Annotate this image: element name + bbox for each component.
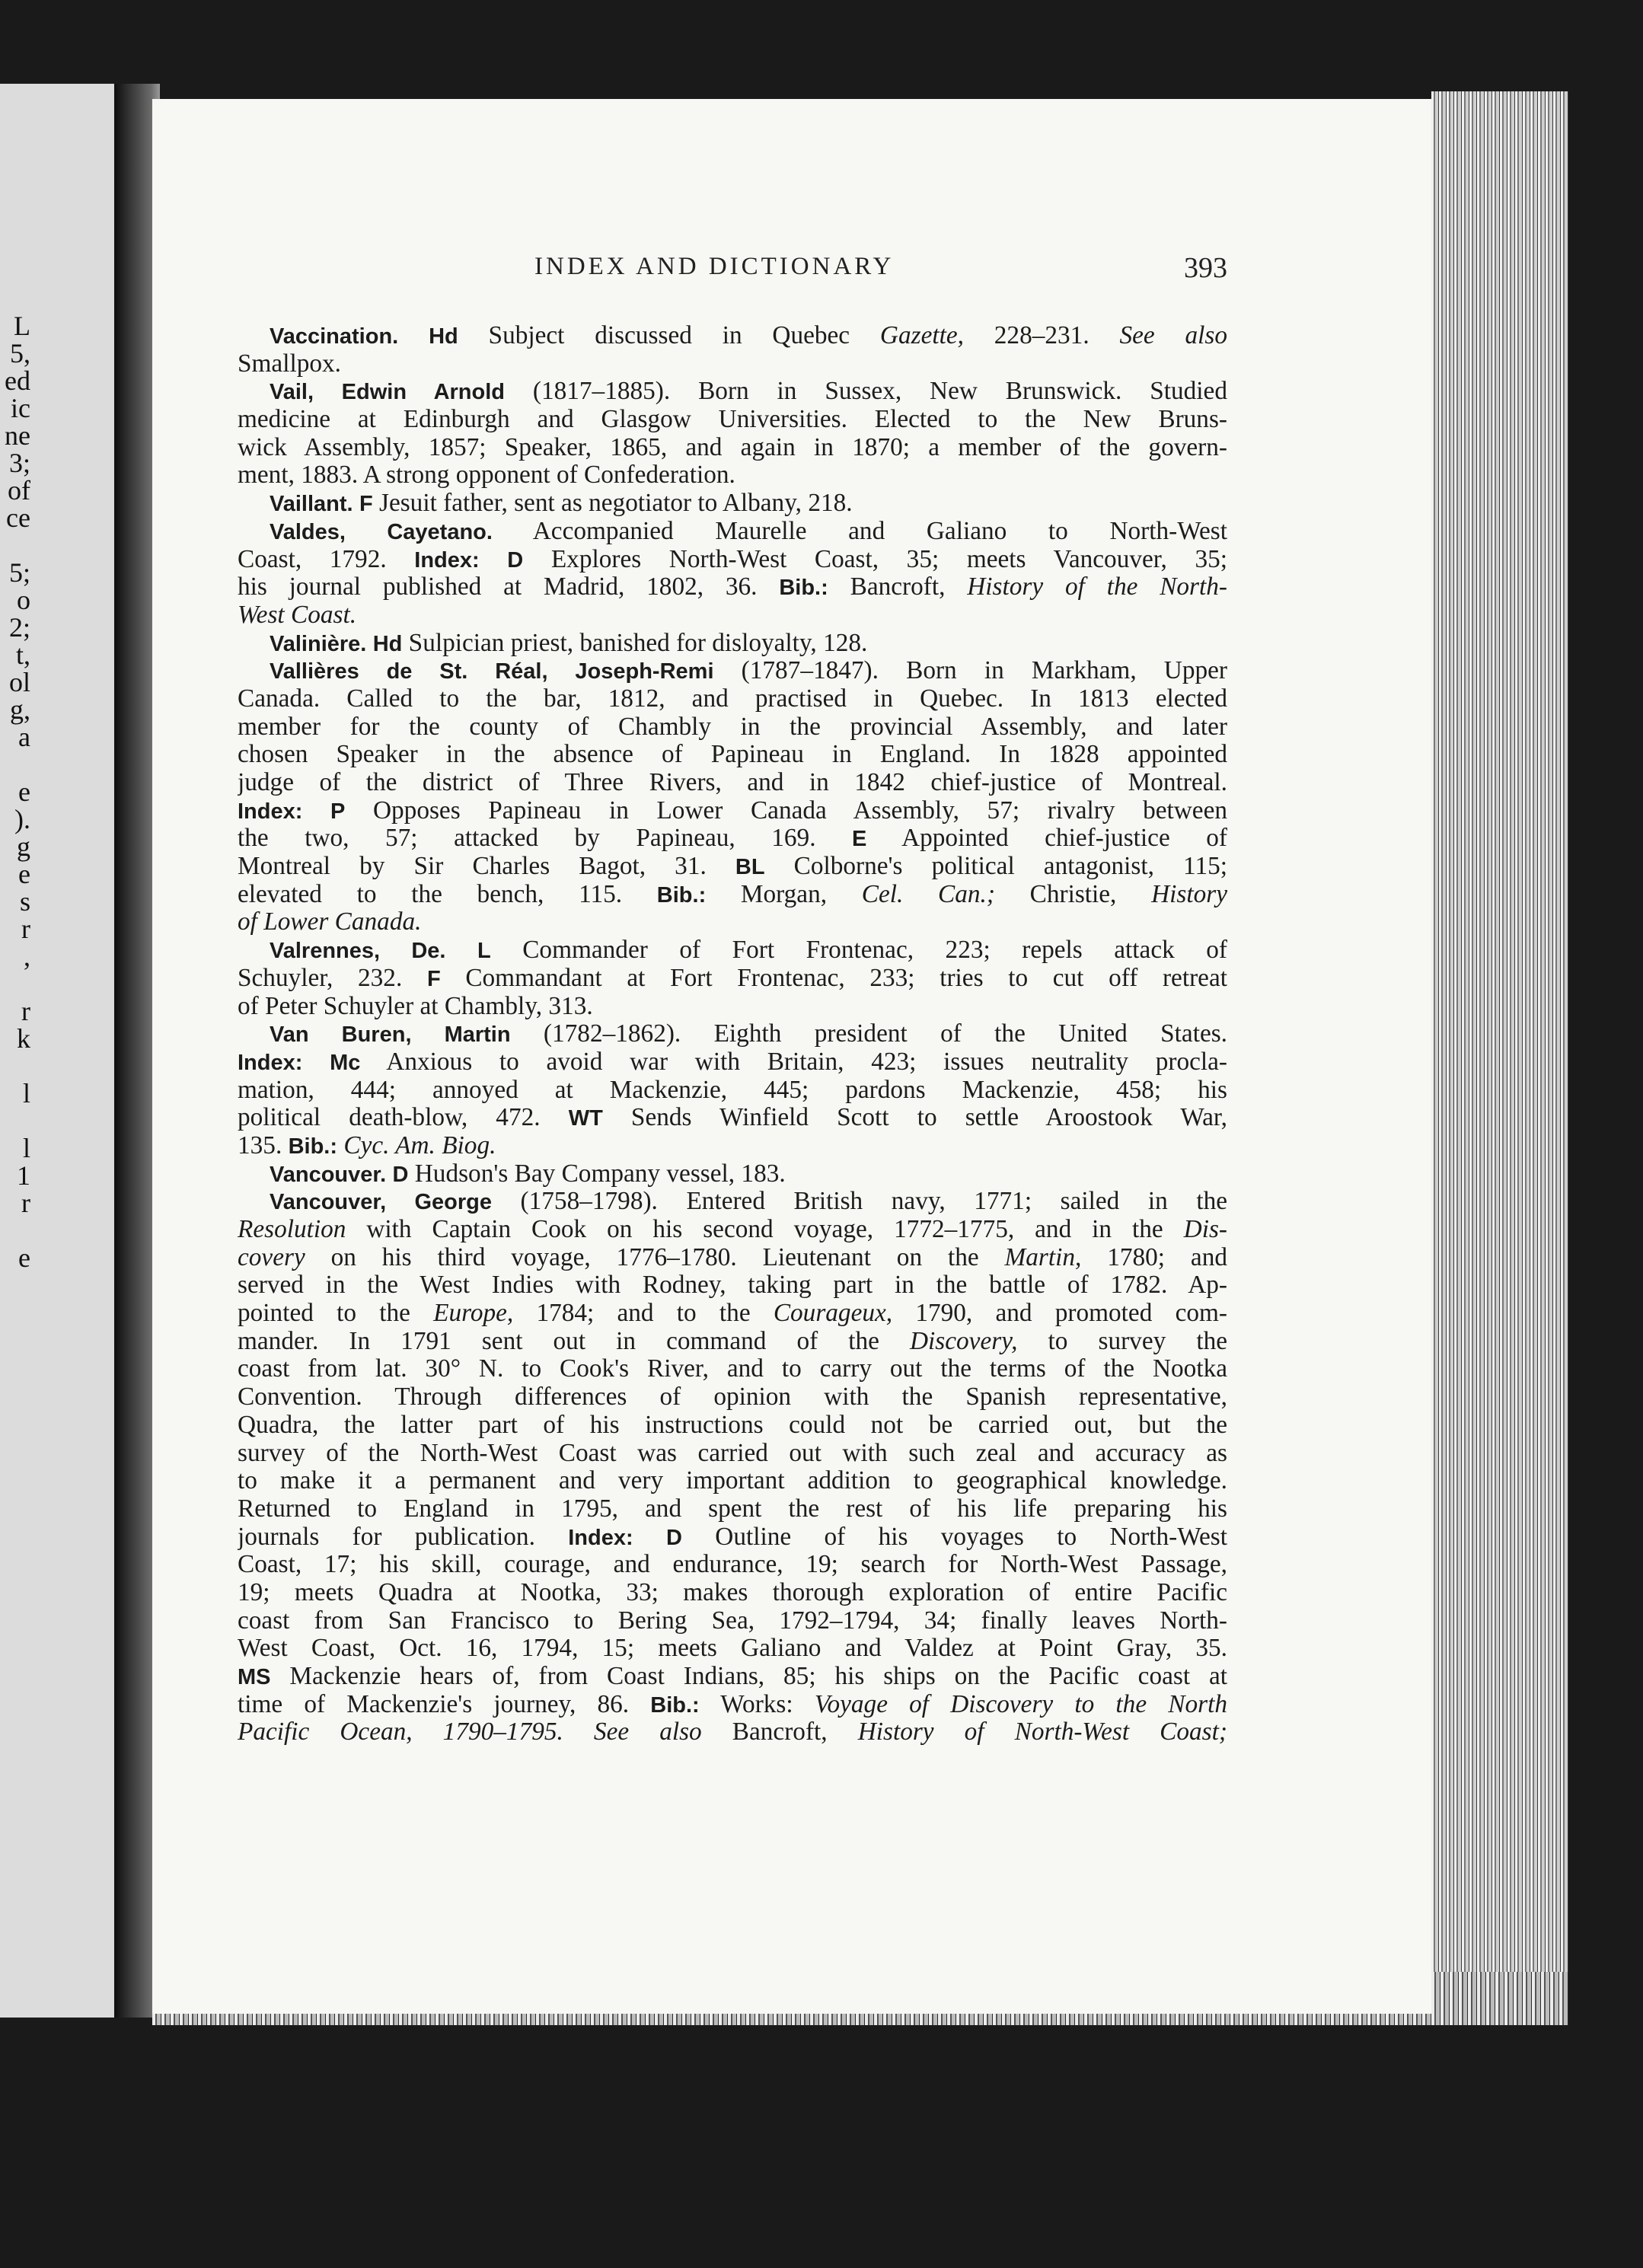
- reference-key: D: [666, 1525, 682, 1550]
- text-line: [238, 685, 1227, 713]
- entry-text: Sulpician priest, banished for disloyalty, 128.: [402, 629, 868, 657]
- entry-text: 1790, and promoted com-: [892, 1300, 1227, 1328]
- entry-text: to make it a permanent and very important addition to geographical knowledge.: [238, 1467, 1227, 1495]
- text-line: [238, 825, 1227, 853]
- text-line: [238, 908, 1227, 936]
- entry-text: Subject discussed in Quebec: [458, 322, 880, 349]
- entry-text: time of Mackenzie's journey, 86.: [238, 1690, 651, 1718]
- entry-text: Returned to England in 1795, and spent the rest of his life preparing his: [238, 1494, 1227, 1523]
- text-line: [238, 741, 1227, 769]
- italic-title: Discovery,: [910, 1327, 1018, 1355]
- text-line: [238, 1691, 1227, 1719]
- entry-text: Convention. Through differences of opinion with the Spanish representative,: [238, 1383, 1227, 1412]
- text-line: [238, 378, 1227, 406]
- entry-text: Sends Winfield Scott to settle Aroostook War,: [602, 1104, 1227, 1132]
- text-line: [238, 1160, 1227, 1188]
- text-line: [238, 1718, 1227, 1746]
- text-line: [238, 1216, 1227, 1244]
- reference-key: Hd: [372, 631, 403, 656]
- text-line: [238, 546, 1227, 574]
- text-line: [238, 1132, 1227, 1160]
- left-fragment: ).: [14, 804, 30, 834]
- left-fragment: ne: [5, 420, 30, 451]
- text-line: [238, 1104, 1227, 1132]
- italic-title: History of North-West Coast;: [857, 1718, 1227, 1746]
- text-line: [238, 518, 1227, 546]
- left-fragment: r: [21, 996, 30, 1026]
- reference-key: E: [852, 827, 867, 852]
- italic-title: Cel. Can.;: [861, 880, 995, 908]
- entry-text: medicine at Edinburgh and Glasgow Universities. Elected to the New Bruns-: [238, 406, 1227, 434]
- reference-key: F: [426, 966, 441, 991]
- entry-text: 1784; and to the: [513, 1300, 774, 1328]
- reference-key: Index:: [238, 799, 303, 824]
- left-fragment: 3;: [8, 448, 30, 478]
- italic-title: West Coast.: [238, 601, 357, 629]
- italic-title: Dis-: [1183, 1216, 1227, 1243]
- text-line: [238, 434, 1227, 462]
- left-fragment: l: [22, 1078, 30, 1108]
- running-head: INDEX AND DICTIONARY: [534, 253, 895, 280]
- entry-text: Anxious to avoid war with Britain, 423; issues neutrality procla-: [360, 1048, 1227, 1076]
- italic-title: Courageux,: [773, 1300, 893, 1328]
- entry-text: pointed to the: [238, 1300, 434, 1328]
- text-line: [238, 1440, 1227, 1468]
- italic-title: See also: [1119, 322, 1227, 349]
- left-fragment: 5,: [10, 338, 30, 368]
- text-line: [238, 1523, 1227, 1552]
- text-line: [238, 1355, 1227, 1383]
- entry-text: Colborne's political antagonist, 115;: [764, 853, 1227, 881]
- entry-text: to survey the: [1017, 1327, 1227, 1355]
- left-fragment: e: [18, 859, 30, 889]
- entry-text: with Captain Cook on his second voyage, 1772–1775, and in the: [346, 1216, 1184, 1243]
- entry-headword: Van Buren, Martin: [270, 1022, 511, 1048]
- entry-headword: Vaillant.: [270, 492, 353, 517]
- left-fragment: 2;: [8, 612, 30, 643]
- left-fragment: g: [17, 831, 30, 862]
- entry-text: member for the county of Chambly in the provincial Assembly, and later: [238, 713, 1227, 741]
- left-fragment: ed: [5, 365, 30, 396]
- page-edges-right: [1431, 91, 1568, 2025]
- entry-text: chosen Speaker in the absence of Papineau in England. In 1828 appointed: [238, 741, 1227, 769]
- reference-key: D: [507, 547, 524, 573]
- text-line: [238, 881, 1227, 909]
- reference-key: D: [392, 1162, 409, 1187]
- left-fragment: g,: [10, 694, 30, 725]
- italic-title: Voyage of Discovery to the North: [814, 1690, 1227, 1718]
- entry-text: Smallpox.: [238, 349, 341, 378]
- italic-title: Europe,: [433, 1300, 514, 1328]
- text-line: [238, 797, 1227, 825]
- text-line: [238, 993, 1227, 1021]
- entry-text: coast from San Francisco to Bering Sea, 1792–1794, 34; finally leaves North-: [238, 1606, 1227, 1635]
- left-fragment: a: [18, 722, 30, 752]
- text-line: [238, 1551, 1227, 1579]
- text-line: [238, 1412, 1227, 1440]
- text-line: [238, 1579, 1227, 1607]
- reference-key: Index:: [414, 547, 480, 573]
- text-line: [238, 1188, 1227, 1216]
- text-line: [238, 406, 1227, 434]
- entry-text: Bancroft,: [828, 573, 968, 601]
- index-entries: [238, 322, 1227, 1746]
- reference-key: WT: [568, 1106, 603, 1131]
- entry-text: [353, 490, 359, 517]
- left-fragment: l: [22, 1133, 30, 1163]
- text-line: [238, 1048, 1227, 1077]
- entry-text: wick Assembly, 1857; Speaker, 1865, and again in 1870; a member of the govern-: [238, 433, 1227, 461]
- entry-text: Works:: [699, 1690, 815, 1718]
- entry-headword: Valinière.: [270, 631, 367, 656]
- entry-text: political death-blow, 472.: [238, 1104, 569, 1132]
- left-fragment: L: [14, 311, 30, 341]
- entry-text: served in the West Indies with Rodney, taking part in the battle of 1782. Ap-: [238, 1271, 1227, 1300]
- italic-title: History of the North-: [967, 573, 1227, 601]
- entry-text: [633, 1523, 666, 1551]
- text-line: [238, 769, 1227, 797]
- text-line: [238, 657, 1227, 685]
- italic-title: of Lower Canada.: [238, 908, 422, 936]
- left-fragment: e: [18, 777, 30, 807]
- entry-text: [302, 797, 330, 825]
- italic-title: History: [1151, 880, 1227, 908]
- entry-text: journals for publication.: [238, 1523, 569, 1551]
- entry-text: Hudson's Bay Company vessel, 183.: [408, 1160, 786, 1188]
- reference-key: BL: [735, 855, 765, 880]
- entry-text: 228–231.: [963, 322, 1120, 349]
- text-line: [238, 601, 1227, 630]
- reference-key: Bib.:: [779, 576, 828, 601]
- reference-key: Hd: [429, 324, 458, 349]
- entry-text: [398, 322, 429, 349]
- entry-text: Explores North-West Coast, 35; meets Vancouver, 35;: [523, 545, 1227, 573]
- entry-text: [480, 546, 508, 573]
- text-line: [238, 1607, 1227, 1635]
- entry-text: [445, 936, 477, 964]
- entry-text: Commander of Fort Frontenac, 223; repels attack of: [490, 936, 1227, 965]
- entry-text: mation, 444; annoyed at Mackenzie, 445; pardons Mackenzie, 458; his: [238, 1076, 1227, 1104]
- left-fragment: [0, 1052, 30, 1080]
- left-fragment: e: [18, 1242, 30, 1273]
- text-line: [238, 1383, 1227, 1412]
- entry-text: (1782–1862). Eighth president of the United States.: [510, 1020, 1227, 1048]
- reference-key: P: [330, 799, 346, 824]
- left-fragment: [0, 751, 30, 778]
- entry-headword: Vancouver, George: [270, 1190, 492, 1215]
- entry-text: Morgan,: [706, 880, 862, 908]
- entry-headword: Vaccination.: [270, 324, 399, 349]
- entry-text: 135.: [238, 1131, 289, 1160]
- entry-text: the two, 57; attacked by Papineau, 169.: [238, 825, 853, 853]
- entry-text: Montreal by Sir Charles Bagot, 31.: [238, 853, 735, 881]
- text-line: [238, 713, 1227, 742]
- left-fragment: ol: [8, 667, 30, 697]
- entry-text: Quadra, the latter part of his instructions could not be carried out, but the: [238, 1411, 1227, 1439]
- text-line: [238, 1663, 1227, 1691]
- text-line: [238, 1020, 1227, 1048]
- left-page-text-fragments: [0, 312, 30, 1271]
- entry-headword: Vancouver.: [270, 1162, 387, 1187]
- entry-text: judge of the district of Three Rivers, and in 1842 chief-justice of Montreal.: [238, 769, 1227, 796]
- reference-key: Bib.:: [656, 882, 707, 908]
- text-line: [238, 853, 1227, 881]
- text-line: [238, 1077, 1227, 1105]
- left-fragment: k: [17, 1023, 30, 1054]
- reference-key: Index:: [238, 1050, 303, 1075]
- entry-text: mander. In 1791 sent out in command of the: [238, 1327, 910, 1355]
- text-line: [238, 350, 1227, 378]
- text-line: [238, 630, 1227, 658]
- entry-text: [563, 1718, 594, 1746]
- italic-title: Martin,: [1004, 1243, 1082, 1271]
- text-line: [238, 461, 1227, 490]
- text-line: [238, 1244, 1227, 1272]
- left-fragment: [0, 970, 30, 997]
- entry-text: his journal published at Madrid, 1802, 36.: [238, 573, 780, 601]
- entry-text: West Coast, Oct. 16, 1794, 15; meets Galiano and Valdez at Point Gray, 35.: [238, 1635, 1227, 1663]
- entry-text: Appointed chief-justice of: [866, 825, 1227, 853]
- entry-text: Commandant at Fort Frontenac, 233; tries to cut off retreat: [440, 964, 1227, 992]
- entry-text: Opposes Papineau in Lower Canada Assembly, 57; rivalry between: [345, 796, 1227, 825]
- text-line: [238, 1328, 1227, 1356]
- text-line: [238, 490, 1227, 518]
- entry-text: Coast, 17; his skill, courage, and endurance, 19; search for North-West Passage,: [238, 1551, 1227, 1579]
- italic-title: Pacific Ocean, 1790–1795.: [238, 1718, 563, 1746]
- left-fragment: [0, 531, 30, 559]
- entry-text: of Peter Schuyler at Chambly, 313.: [238, 992, 593, 1020]
- reference-key: Mc: [330, 1050, 361, 1075]
- text-line: [238, 1271, 1227, 1300]
- left-fragment: of: [8, 475, 30, 506]
- reference-key: Bib.:: [288, 1134, 338, 1159]
- entry-text: Jesuit father, sent as negotiator to Albany, 218.: [372, 490, 853, 518]
- entry-text: [302, 1048, 330, 1076]
- left-fragment: 1: [17, 1160, 30, 1191]
- text-line: [238, 965, 1227, 993]
- left-fragment: [0, 1107, 30, 1134]
- text-line: [238, 573, 1227, 601]
- entry-headword: Vallières de St. Réal, Joseph-Remi: [270, 659, 714, 684]
- page-number: 393: [1184, 252, 1227, 284]
- left-fragment: 5;: [8, 557, 30, 588]
- entry-text: Christie,: [994, 880, 1152, 908]
- italic-title: See also: [593, 1718, 702, 1746]
- italic-title: covery: [238, 1243, 305, 1271]
- entry-text: 1780; and: [1081, 1243, 1227, 1271]
- text-line: [238, 322, 1227, 350]
- entry-text: Outline of his voyages to North-West: [681, 1523, 1227, 1551]
- left-fragment: o: [17, 585, 30, 615]
- left-fragment: ic: [11, 393, 30, 423]
- left-fragment: s: [19, 886, 30, 917]
- entry-text: Accompanied Maurelle and Galiano to North-West: [492, 517, 1227, 545]
- entry-text: 19; meets Quadra at Nootka, 33; makes thorough exploration of entire Pacific: [238, 1578, 1227, 1606]
- italic-title: Cyc. Am. Biog.: [343, 1131, 496, 1160]
- entry-text: survey of the North-West Coast was carried out with such zeal and accuracy as: [238, 1439, 1227, 1467]
- entry-text: [366, 630, 372, 657]
- text-line: [238, 1495, 1227, 1523]
- left-fragment: r: [21, 914, 30, 944]
- entry-headword: Valdes, Cayetano.: [270, 519, 493, 544]
- entry-text: Bancroft,: [701, 1718, 858, 1746]
- entry-text: Coast, 1792.: [238, 545, 415, 573]
- entry-text: (1817–1885). Born in Sussex, New Brunswick. Studied: [505, 378, 1227, 406]
- left-fragment: t,: [15, 640, 30, 670]
- left-fragment: ce: [6, 502, 30, 533]
- entry-text: ment, 1883. A strong opponent of Confederation.: [238, 461, 735, 490]
- reference-key: MS: [238, 1665, 271, 1689]
- reference-key: L: [477, 939, 491, 964]
- entry-text: on his third voyage, 1776–1780. Lieutenant on the: [305, 1243, 1005, 1271]
- page-header: [238, 251, 1227, 289]
- italic-title: Resolution: [238, 1216, 346, 1243]
- entry-headword: Vail, Edwin Arnold: [270, 380, 505, 405]
- text-line: [238, 1467, 1227, 1495]
- reference-key: F: [359, 492, 373, 517]
- text-line: [238, 936, 1227, 965]
- entry-headword: Valrennes, De.: [270, 939, 446, 964]
- text-line: [238, 1635, 1227, 1663]
- entry-text: (1787–1847). Born in Markham, Upper: [713, 657, 1227, 685]
- italic-title: Gazette,: [879, 322, 964, 349]
- entry-text: Canada. Called to the bar, 1812, and practised in Quebec. In 1813 elected: [238, 684, 1227, 713]
- left-fragment: ,: [24, 941, 30, 971]
- reference-key: Index:: [568, 1525, 633, 1550]
- entry-text: coast from lat. 30° N. to Cook's River, and to carry out the terms of the Nootka: [238, 1355, 1227, 1383]
- text-line: [238, 1300, 1227, 1328]
- left-fragment: [0, 1217, 30, 1244]
- entry-text: (1758–1798). Entered British navy, 1771; sailed in the: [491, 1188, 1227, 1216]
- reference-key: Bib.:: [650, 1692, 700, 1718]
- entry-text: elevated to the bench, 115.: [238, 880, 657, 908]
- left-fragment: r: [21, 1188, 30, 1218]
- entry-text: Mackenzie hears of, from Coast Indians, 85; his ships on the Pacific coast at: [270, 1663, 1227, 1690]
- entry-text: Schuyler, 232.: [238, 964, 427, 992]
